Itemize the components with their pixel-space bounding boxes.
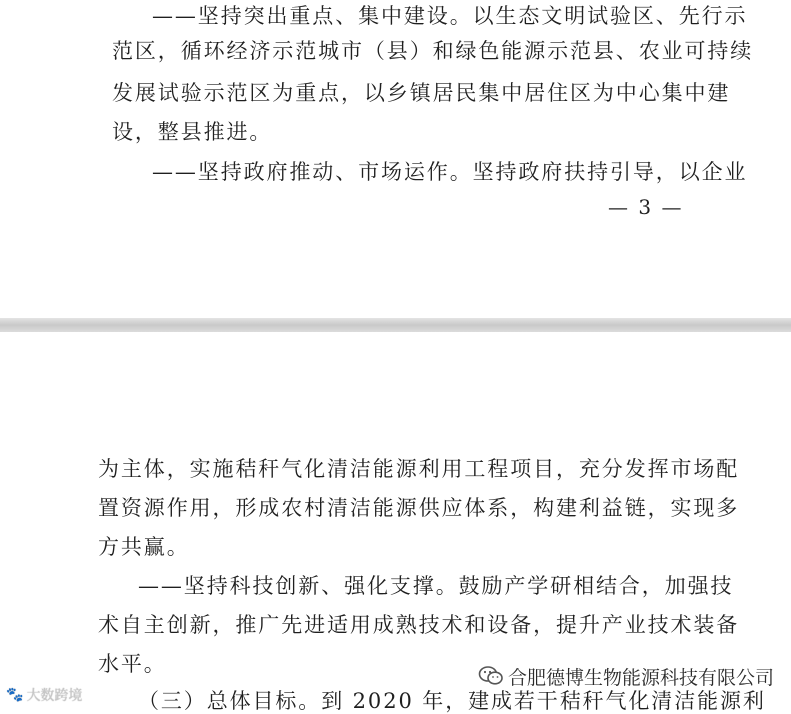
text-line: 水平。	[98, 652, 167, 676]
text-line: 置资源作用，形成农村清洁能源供应体系，构建利益链，实现多	[98, 496, 740, 520]
wechat-icon	[478, 665, 504, 687]
text-line: 为主体，实施秸秆气化清洁能源利用工程项目，充分发挥市场配	[98, 457, 740, 481]
source-watermark	[6, 684, 82, 706]
text-line: ——坚持突出重点、集中建设。以生态文明试验区、先行示	[152, 4, 748, 28]
text-line: 方共赢。	[98, 535, 190, 559]
text-line: （三）总体目标。到 2020 年，建成若干秸秆气化清洁能源利	[138, 689, 766, 713]
text-line: 术自主创新，推广先进适用成熟技术和设备，提升产业技术装备	[98, 613, 740, 637]
text-line: ——坚持科技创新、强化支撑。鼓励产学研相结合，加强技	[138, 574, 734, 598]
text-line: 范区，循环经济示范城市（县）和绿色能源示范县、农业可持续	[112, 39, 754, 63]
source-logo-icon: 🐾	[6, 687, 24, 703]
text-line: 发展试验示范区为重点，以乡镇居民集中居住区为中心集中建	[112, 81, 731, 105]
text-line: ——坚持政府推动、市场运作。坚持政府扶持引导，以企业	[152, 160, 748, 184]
document-page-top	[0, 0, 791, 318]
source-text: 大数跨境	[26, 688, 83, 704]
company-name: 合肥德博生物能源科技有限公司	[508, 666, 775, 689]
company-watermark	[478, 662, 774, 690]
text-line: 设，整县推进。	[112, 120, 273, 144]
page-number: — 3 —	[608, 195, 684, 219]
page-divider	[0, 318, 791, 332]
document-page-bottom	[0, 332, 791, 714]
